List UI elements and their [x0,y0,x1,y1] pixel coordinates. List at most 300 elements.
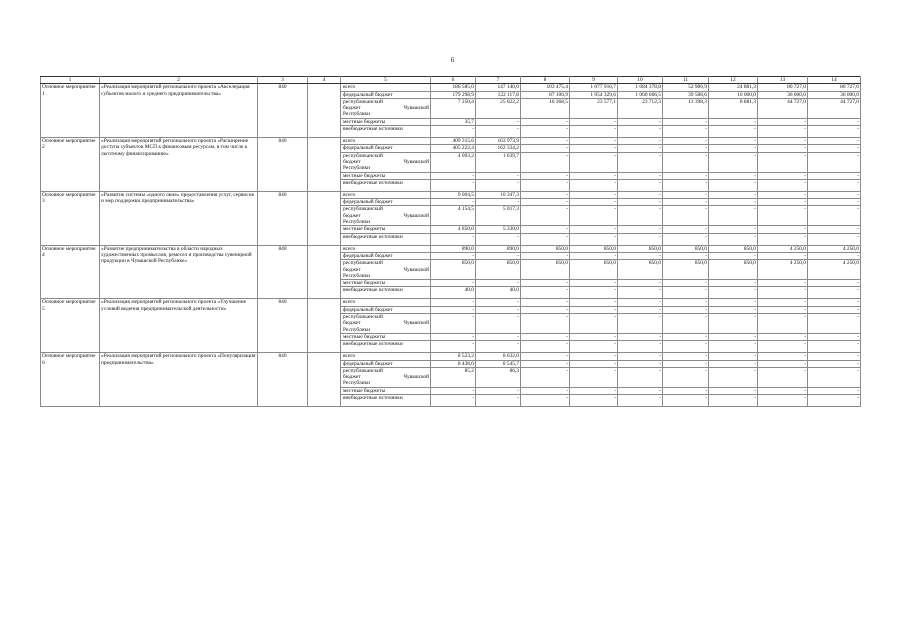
value-cell: - [709,138,758,145]
value-cell: - [570,394,618,406]
value-cell: - [758,191,808,198]
column-4-cell [308,299,341,353]
source-label-cell: федеральный бюджет [341,252,431,259]
value-cell: - [618,191,663,198]
source-label-cell: местные бюджеты [341,118,431,125]
value-cell: 850,0 [618,245,663,252]
value-cell: - [521,233,570,245]
value-cell: - [808,299,861,306]
value-cell: - [709,341,758,353]
source-label-word: бюджет [343,374,361,381]
value-cell: - [618,280,663,287]
activity-cell: Основное мероприятие 1 [41,84,100,138]
value-cell: - [476,333,521,340]
value-cell: - [570,233,618,245]
value-cell: - [808,360,861,367]
value-cell: 36 000,0 [808,91,861,98]
header-cell-11: 11 [663,77,709,84]
value-cell: - [663,233,709,245]
value-cell: - [521,387,570,394]
source-label-line: республиканский [343,314,383,321]
value-cell: - [476,199,521,206]
value-cell: - [618,387,663,394]
header-cell-3: 3 [258,77,308,84]
value-cell: - [431,341,476,353]
value-cell: - [476,299,521,306]
value-cell: - [709,367,758,387]
value-cell: - [758,172,808,179]
value-cell: 8 523,2 [431,353,476,360]
value-cell: 850,0 [570,245,618,252]
header-cell-12: 12 [709,77,758,84]
value-cell: - [808,152,861,172]
value-cell: - [618,152,663,172]
value-cell: - [758,360,808,367]
value-cell: - [521,126,570,138]
value-cell: - [618,367,663,387]
value-cell: - [808,172,861,179]
value-cell: - [758,179,808,191]
value-cell: - [476,233,521,245]
source-label-word: бюджет [343,320,361,327]
source-label-line: республиканский [343,98,383,105]
value-cell: - [709,360,758,367]
value-cell: 850,0 [570,260,618,280]
value-cell: - [709,333,758,340]
value-cell: - [476,252,521,259]
value-cell: - [570,314,618,334]
value-cell: 186 585,0 [431,84,476,91]
value-cell: 44 727,0 [758,98,808,118]
value-cell: - [476,387,521,394]
source-label-cell: федеральный бюджет [341,145,431,152]
financing-table [40,76,861,407]
value-cell: - [570,126,618,138]
value-cell: - [663,172,709,179]
source-label-line: Республики [343,380,371,387]
value-cell: - [618,353,663,360]
activity-cell: Основное мероприятие 4 [41,245,100,299]
value-cell: - [618,126,663,138]
value-cell: - [570,226,618,233]
value-cell: - [570,287,618,299]
value-cell: - [663,394,709,406]
value-cell: - [521,287,570,299]
value-cell: - [618,314,663,334]
value-cell: - [570,172,618,179]
value-cell: 52 986,9 [663,84,709,91]
value-cell: - [570,306,618,313]
description-cell: «Развитие системы «одного окна» предоставления услуг, сервисов и мер поддержки предпринимательства» [100,191,258,245]
source-label-cell: внебюджетные источники [341,287,431,299]
activity-cell: Основное мероприятие 6 [41,353,100,407]
value-cell: - [570,280,618,287]
value-cell: 890,0 [431,245,476,252]
value-cell: 147 140,0 [476,84,521,91]
value-cell: 86,3 [476,367,521,387]
source-label-cell: внебюджетные источники [341,179,431,191]
value-cell: - [709,145,758,152]
value-cell: - [709,314,758,334]
value-cell: - [709,287,758,299]
value-cell: - [709,252,758,259]
value-cell: - [709,233,758,245]
value-cell: - [808,367,861,387]
value-cell: - [663,314,709,334]
value-cell: 850,0 [663,245,709,252]
table-row [41,191,861,198]
value-cell: 40,0 [476,287,521,299]
value-cell: 163 973,9 [476,138,521,145]
value-cell: - [431,387,476,394]
source-label-cell: внебюджетные источники [341,126,431,138]
value-cell: - [431,280,476,287]
value-cell: - [808,341,861,353]
value-cell: 10 347,3 [476,191,521,198]
value-cell: - [709,299,758,306]
value-cell: 850,0 [618,260,663,280]
value-cell: 23 577,1 [570,98,618,118]
value-cell: - [808,333,861,340]
value-cell: - [808,126,861,138]
value-cell: - [709,306,758,313]
value-cell: - [758,206,808,226]
value-cell: - [618,172,663,179]
value-cell: - [808,138,861,145]
value-cell: 85,2 [431,367,476,387]
value-cell: - [758,233,808,245]
value-cell: 4 093,2 [431,152,476,172]
source-label-word: Чувашской [403,320,429,327]
source-label-line: Республики [343,272,371,279]
value-cell: 162 334,2 [476,145,521,152]
value-cell: 850,0 [709,245,758,252]
value-cell: - [663,280,709,287]
value-cell: - [808,118,861,125]
table-row [41,353,861,360]
source-label-cell: всего [341,191,431,198]
value-cell: - [570,387,618,394]
value-cell: - [663,152,709,172]
value-cell: - [570,138,618,145]
value-cell: - [758,152,808,172]
value-cell: - [431,172,476,179]
value-cell: - [663,252,709,259]
value-cell: 4 250,0 [808,260,861,280]
source-label-word: Чувашской [403,212,429,219]
value-cell: - [570,199,618,206]
value-cell: 850,0 [521,245,570,252]
column-4-cell [308,191,341,245]
value-cell: 13 398,3 [663,98,709,118]
value-cell: - [808,233,861,245]
value-cell: - [618,394,663,406]
value-cell: - [709,126,758,138]
value-cell: - [709,191,758,198]
value-cell: 4 250,0 [758,245,808,252]
value-cell: - [476,314,521,334]
source-label-cell: местные бюджеты [341,333,431,340]
source-label-cell: внебюджетные источники [341,341,431,353]
value-cell: - [476,179,521,191]
value-cell: - [808,252,861,259]
header-cell-2: 2 [100,77,258,84]
source-label-cell: федеральный бюджет [341,91,431,98]
value-cell: 8 438,0 [431,360,476,367]
value-cell: 179 298,9 [431,91,476,98]
value-cell: - [663,287,709,299]
value-cell: 122 117,8 [476,91,521,98]
value-cell: - [618,299,663,306]
value-cell: - [758,333,808,340]
source-label-cell: местные бюджеты [341,387,431,394]
value-cell: 1 639,7 [476,152,521,172]
value-cell: - [758,138,808,145]
value-cell: - [808,191,861,198]
value-cell: 1 084 378,8 [618,84,663,91]
value-cell: - [758,252,808,259]
code-cell: 840 [258,299,308,353]
source-label-cell: федеральный бюджет [341,306,431,313]
value-cell: 850,0 [476,260,521,280]
value-cell: - [521,226,570,233]
value-cell: 850,0 [709,260,758,280]
value-cell: - [808,387,861,394]
source-label-cell [341,367,431,387]
value-cell: - [521,145,570,152]
value-cell: - [709,206,758,226]
value-cell: 1 054 329,6 [570,91,618,98]
value-cell: - [758,341,808,353]
value-cell: - [663,118,709,125]
value-cell: - [521,333,570,340]
value-cell: - [663,179,709,191]
value-cell: - [808,280,861,287]
source-label-cell: всего [341,84,431,91]
code-cell: 840 [258,138,308,192]
value-cell: 40,0 [431,287,476,299]
value-cell: - [758,118,808,125]
value-cell: - [431,306,476,313]
value-cell: - [570,206,618,226]
value-cell: - [521,199,570,206]
value-cell: - [618,333,663,340]
value-cell: - [758,314,808,334]
value-cell: - [476,394,521,406]
table-row [41,245,861,252]
value-cell: 8 632,0 [476,353,521,360]
value-cell: - [663,306,709,313]
value-cell: - [663,360,709,367]
value-cell: - [663,387,709,394]
source-label-line: Республики [343,219,371,226]
value-cell: 8 545,7 [476,360,521,367]
value-cell: - [431,179,476,191]
value-cell: 850,0 [521,260,570,280]
header-cell-6: 6 [431,77,476,84]
value-cell: 44 727,0 [808,98,861,118]
table-row [41,84,861,91]
description-cell: «Реализация мероприятий регионального проекта «Улучшение условий ведения предпринимательской деятельности» [100,299,258,353]
value-cell: - [476,126,521,138]
value-cell: - [570,191,618,198]
header-cell-14: 14 [808,77,861,84]
source-label-word: бюджет [343,105,361,112]
code-cell: 840 [258,84,308,138]
value-cell: 850,0 [431,260,476,280]
value-cell: - [618,233,663,245]
source-label-cell: федеральный бюджет [341,360,431,367]
value-cell: - [808,145,861,152]
value-cell: - [663,333,709,340]
column-4-cell [308,138,341,192]
value-cell: - [431,252,476,259]
value-cell: 1 060 666,5 [618,91,663,98]
value-cell: - [570,360,618,367]
description-cell: «Развитие предпринимательства в области народных художественных промыслов, ремесел и производства сувенирной продукции в Чувашской Республике» [100,245,258,299]
value-cell: - [521,179,570,191]
value-cell: - [521,394,570,406]
value-cell: - [709,118,758,125]
source-label-cell: внебюджетные источники [341,394,431,406]
source-label-cell [341,98,431,118]
source-label-line: республиканский [343,260,383,267]
value-cell: - [663,353,709,360]
value-cell: - [521,252,570,259]
value-cell: - [618,226,663,233]
value-cell: 87 106,9 [521,91,570,98]
header-cell-9: 9 [570,77,618,84]
header-cell-4: 4 [308,77,341,84]
value-cell: - [618,138,663,145]
value-cell: 80 727,0 [808,84,861,91]
table-body [41,84,861,407]
value-cell: - [758,287,808,299]
value-cell: 5 017,3 [476,206,521,226]
source-label-word: Чувашской [403,158,429,165]
value-cell: - [476,172,521,179]
value-cell: 5 330,0 [476,226,521,233]
value-cell: - [618,199,663,206]
value-cell: - [431,394,476,406]
value-cell: - [570,145,618,152]
activity-cell: Основное мероприятие 3 [41,191,100,245]
source-label-line: республиканский [343,367,383,374]
value-cell: 24 881,3 [709,84,758,91]
description-cell: «Реализация мероприятий регионального проекта «Акселерация субъектов малого и среднего предпринимательства» [100,84,258,138]
value-cell: - [808,314,861,334]
code-cell: 840 [258,245,308,299]
value-cell: - [663,191,709,198]
source-label-cell: всего [341,299,431,306]
value-cell: - [758,126,808,138]
value-cell: - [521,360,570,367]
value-cell: 25 022,2 [476,98,521,118]
value-cell: 8 881,3 [709,98,758,118]
column-4-cell [308,84,341,138]
header-cell-10: 10 [618,77,663,84]
source-label-cell: всего [341,138,431,145]
value-cell: - [476,341,521,353]
value-cell: - [663,341,709,353]
value-cell: - [521,138,570,145]
value-cell: - [663,206,709,226]
value-cell: - [618,252,663,259]
value-cell: - [663,199,709,206]
value-cell: 16 000,0 [709,91,758,98]
description-cell: «Реализация мероприятий регионального проекта «Популяризация предпринимательства» [100,353,258,407]
value-cell: - [618,118,663,125]
value-cell: - [808,394,861,406]
source-label-word: Чувашской [403,374,429,381]
value-cell: 850,0 [663,260,709,280]
value-cell: - [758,145,808,152]
value-cell: - [521,118,570,125]
value-cell: - [663,138,709,145]
source-label-cell: внебюджетные источники [341,233,431,245]
value-cell: - [476,280,521,287]
value-cell: - [808,353,861,360]
source-label-cell [341,314,431,334]
value-cell: 7 250,4 [431,98,476,118]
value-cell: - [808,179,861,191]
header-cell-13: 13 [758,77,808,84]
value-cell: 4 154,5 [431,206,476,226]
value-cell: - [521,191,570,198]
value-cell: 409 315,6 [431,138,476,145]
value-cell: - [709,387,758,394]
value-cell: - [663,367,709,387]
value-cell: - [476,118,521,125]
table-row [41,138,861,145]
value-cell: - [663,126,709,138]
value-cell: - [570,367,618,387]
value-cell: - [431,199,476,206]
value-cell: - [431,299,476,306]
source-label-cell [341,152,431,172]
source-label-word: бюджет [343,212,361,219]
value-cell: 23 712,3 [618,98,663,118]
value-cell: 1 077 916,7 [570,84,618,91]
source-label-cell: всего [341,353,431,360]
code-cell: 840 [258,353,308,407]
value-cell: - [521,299,570,306]
source-label-word: бюджет [343,158,361,165]
source-label-cell: всего [341,245,431,252]
value-cell: - [431,126,476,138]
source-label-cell: местные бюджеты [341,280,431,287]
source-label-cell: местные бюджеты [341,172,431,179]
activity-cell: Основное мероприятие 5 [41,299,100,353]
value-cell: - [758,394,808,406]
value-cell: - [521,280,570,287]
value-cell: - [570,341,618,353]
code-cell: 840 [258,191,308,245]
value-cell: - [476,306,521,313]
value-cell: - [709,199,758,206]
value-cell: 4 250,0 [758,260,808,280]
value-cell: - [709,172,758,179]
value-cell: - [618,306,663,313]
value-cell: - [709,179,758,191]
value-cell: - [709,394,758,406]
source-label-cell: местные бюджеты [341,226,431,233]
value-cell: - [618,179,663,191]
value-cell: - [521,172,570,179]
value-cell: - [709,353,758,360]
source-label-line: Республики [343,326,371,333]
value-cell: 405 222,4 [431,145,476,152]
